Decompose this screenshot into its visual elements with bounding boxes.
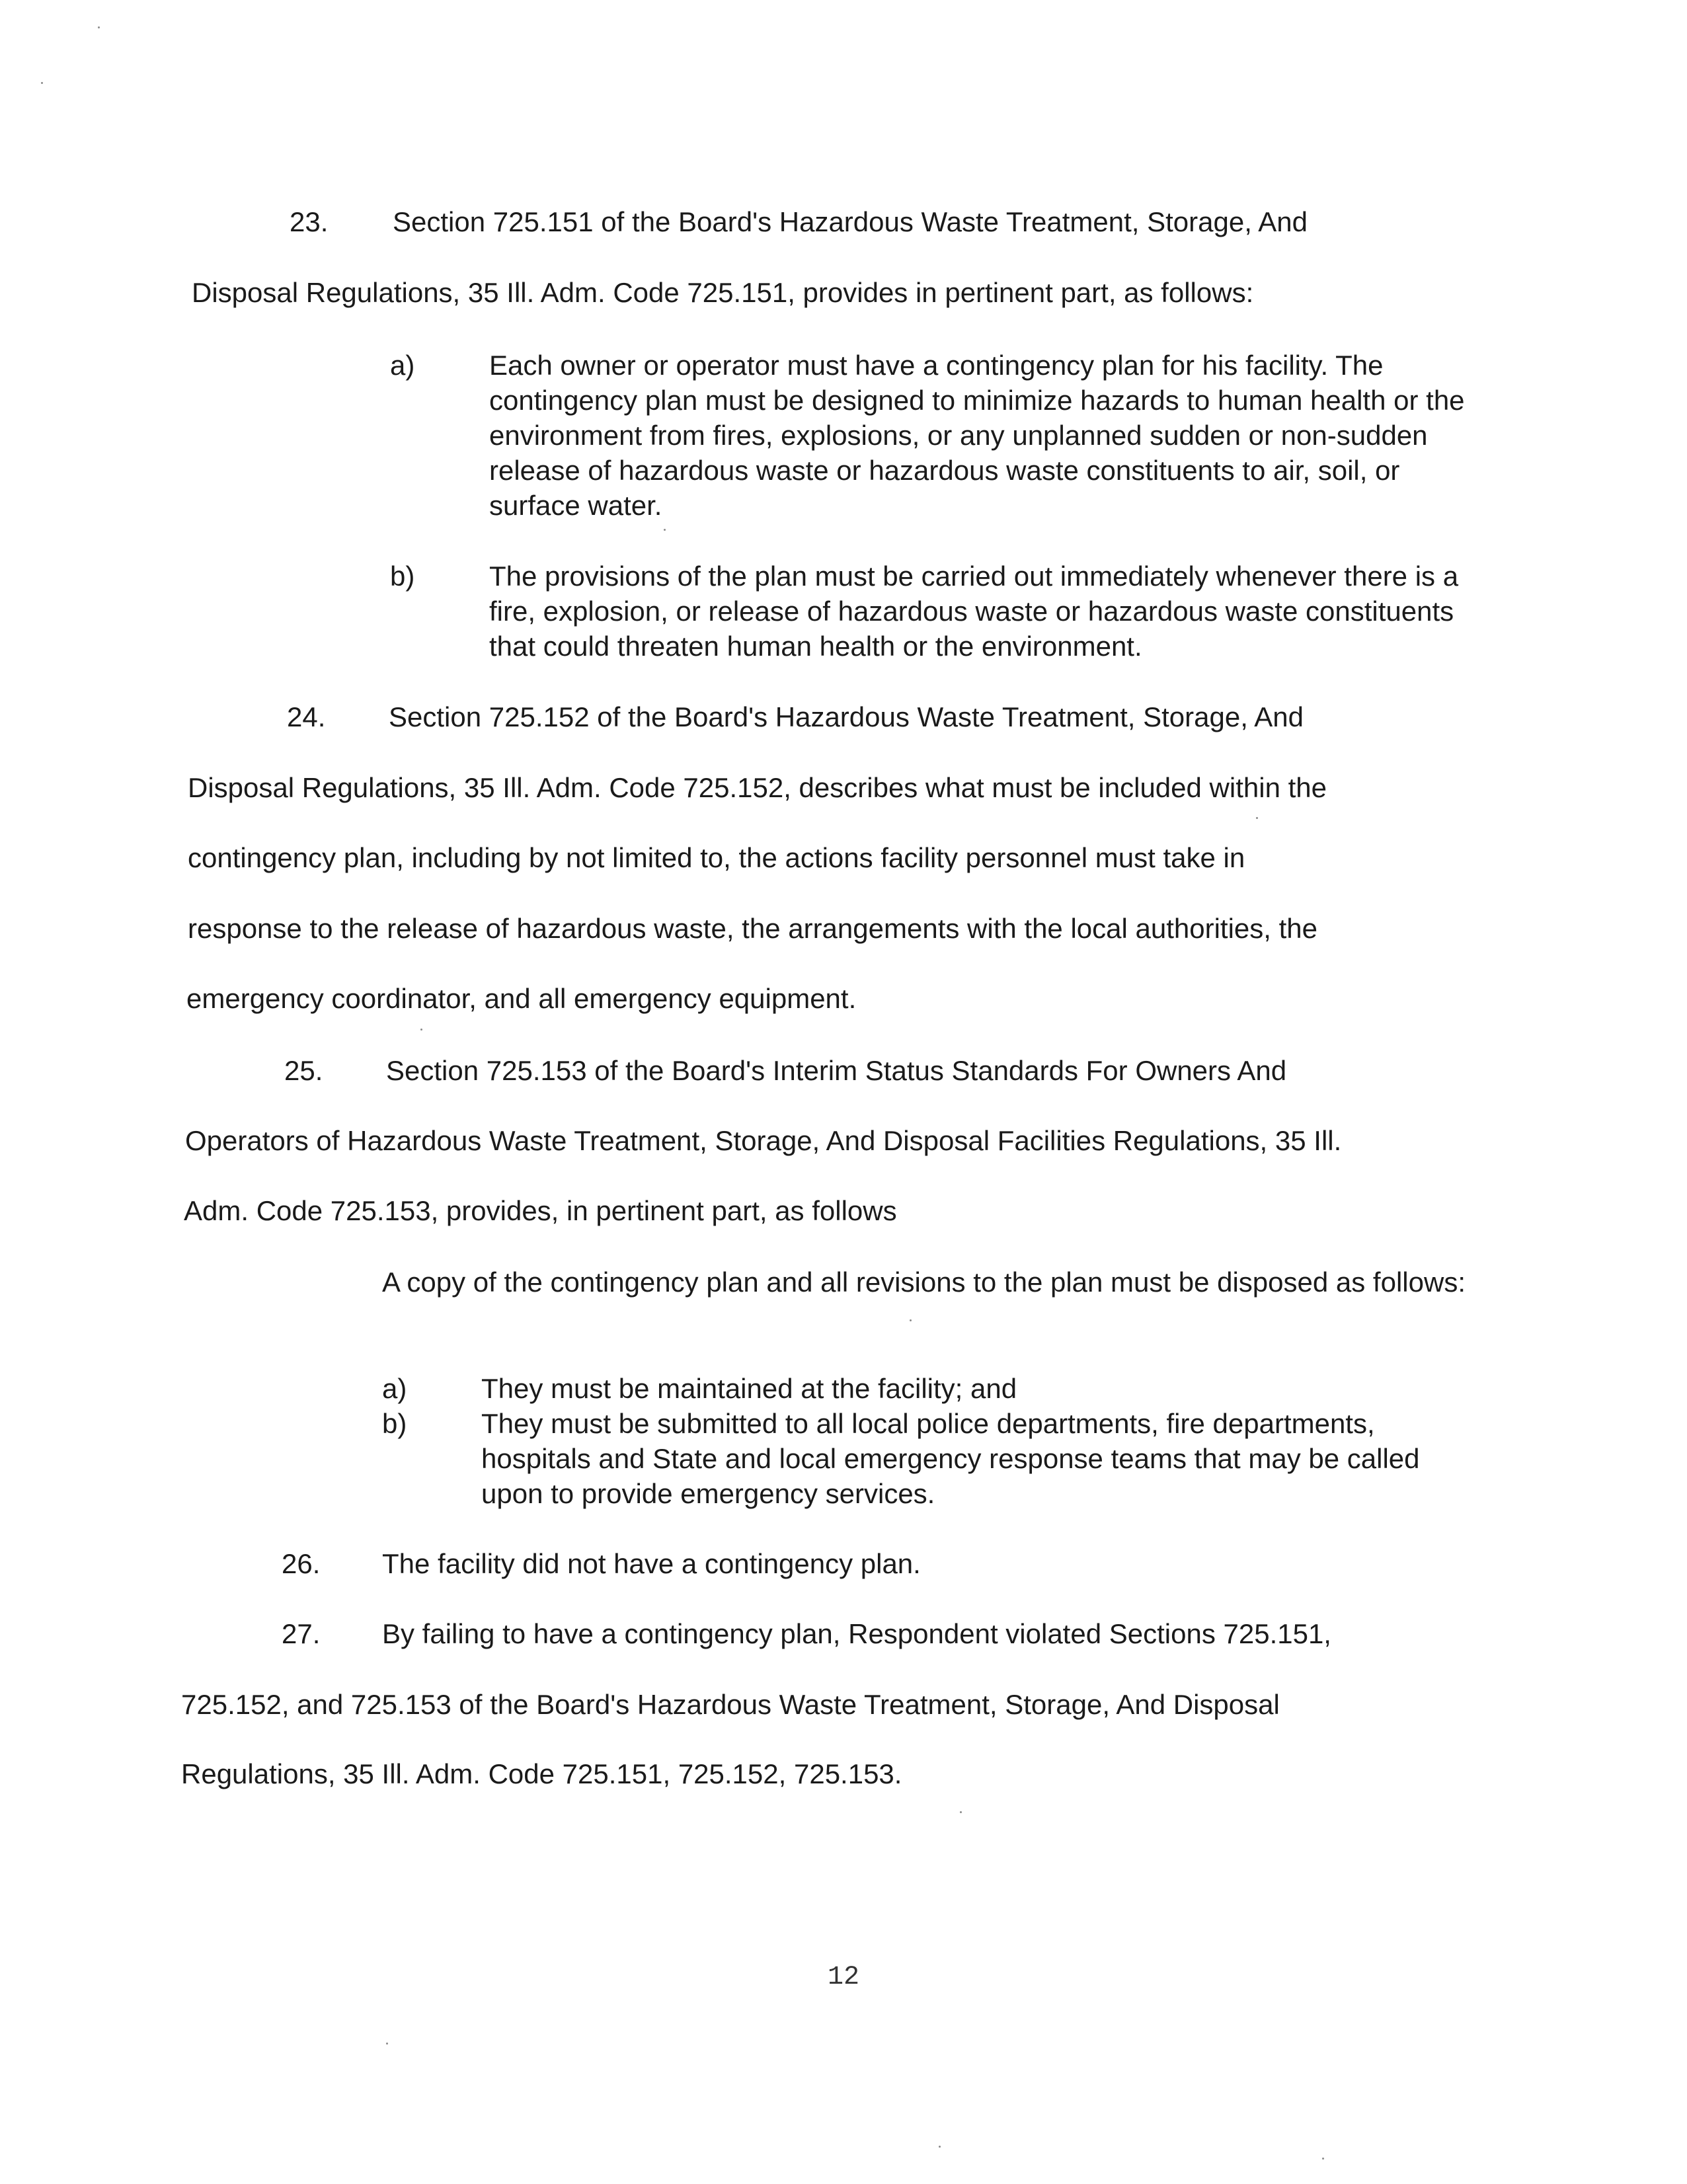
para25-item-a-label: a) (382, 1373, 407, 1404)
paragraph-24-number: 24. (287, 701, 326, 732)
para25-item-b-label: b) (382, 1408, 407, 1439)
paragraph-23-line-1: Section 725.151 of the Board's Hazardous Waste Treatment, Storage, And (393, 206, 1308, 237)
paragraph-27-line-3: Regulations, 35 Ill. Adm. Code 725.151, 725.152, 725.153. (181, 1758, 902, 1789)
para23-item-a-text: Each owner or operator must have a contingency plan for his facility. The contingency plan must be designed to minimize hazards to human health or the environment from fires, explosions, or any unplanned sudden or non-sudden release of hazardous waste or hazardous waste constituents to air, soil, or surface water. (489, 350, 1465, 521)
scan-speck (664, 529, 666, 531)
para23-item-b-label: b) (390, 561, 415, 592)
paragraph-23-number: 23. (290, 206, 329, 237)
paragraph-27-line-2: 725.152, and 725.153 of the Board's Hazardous Waste Treatment, Storage, And Disposal (181, 1689, 1280, 1720)
paragraph-25-line-1: Section 725.153 of the Board's Interim Status Standards For Owners And (386, 1055, 1287, 1086)
paragraph-27-number: 27. (282, 1618, 321, 1649)
para23-item-b-text: The provisions of the plan must be carried out immediately whenever there is a fire, explosion, or release of hazardous waste or hazardous waste constituents that could threaten human health or the environment. (489, 561, 1459, 662)
paragraph-23-line-2: Disposal Regulations, 35 Ill. Adm. Code 725.151, provides in pertinent part, as follows: (192, 277, 1254, 308)
paragraph-26-text: The facility did not have a contingency plan. (382, 1548, 921, 1579)
para23-item-a-label: a) (390, 350, 415, 381)
scan-speck (1322, 2158, 1324, 2160)
paragraph-24-line-1: Section 725.152 of the Board's Hazardous Waste Treatment, Storage, And (389, 701, 1304, 732)
paragraph-24-line-4: response to the release of hazardous waste, the arrangements with the local authorities, the (188, 913, 1317, 944)
paragraph-25-line-3: Adm. Code 725.153, provides, in pertinent part, as follows (184, 1195, 897, 1226)
paragraph-25-number: 25. (284, 1055, 323, 1086)
paragraph-24-line-3: contingency plan, including by not limited to, the actions facility personnel must take in (188, 842, 1245, 873)
scan-speck (1256, 817, 1258, 819)
para25-quote-intro: A copy of the contingency plan and all revisions to the plan must be disposed as follows: (382, 1267, 1466, 1298)
paragraph-26-number: 26. (282, 1548, 321, 1579)
scan-speck (386, 2043, 388, 2045)
scan-speck (420, 1029, 422, 1031)
paragraph-25-line-2: Operators of Hazardous Waste Treatment, Storage, And Disposal Facilities Regulations, 35 Ill. (185, 1125, 1342, 1156)
paragraph-24-line-5: emergency coordinator, and all emergency equipment. (186, 983, 857, 1014)
scan-speck (98, 26, 100, 28)
para25-item-b-text: They must be submitted to all local police departments, fire departments, hospitals and State and local emergency response teams that may be called upon to provide emergency services. (481, 1408, 1420, 1509)
page-number: 12 (827, 1963, 859, 1992)
scan-speck (41, 82, 43, 84)
paragraph-24-line-2: Disposal Regulations, 35 Ill. Adm. Code 725.152, describes what must be included within the (188, 772, 1327, 803)
paragraph-27-line-1: By failing to have a contingency plan, Respondent violated Sections 725.151, (382, 1618, 1331, 1649)
scan-speck (910, 1319, 912, 1321)
scan-speck (960, 1811, 962, 1813)
para25-item-a-text: They must be maintained at the facility; and (481, 1373, 1017, 1404)
scan-speck (939, 2146, 941, 2148)
